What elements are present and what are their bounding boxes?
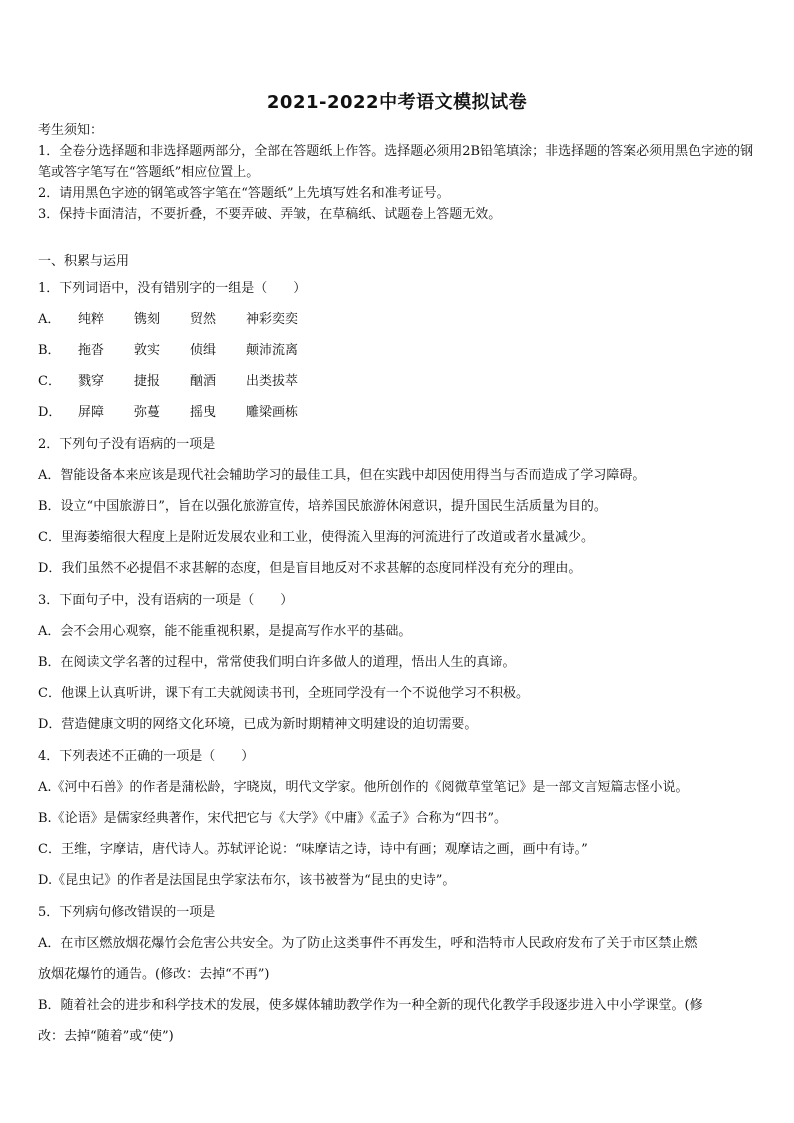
- option-a: A．在市区燃放烟花爆竹会危害公共安全。为了防止这类事件不再发生，呼和浩特市人民政府发布了关于市区禁止燃: [38, 936, 698, 951]
- option-d: D.《昆虫记》的作者是法国昆虫学家法布尔，该书被誉为“昆虫的史诗”。: [38, 873, 456, 888]
- question-2: [38, 429, 758, 584]
- exam-content: [38, 120, 758, 1052]
- notice-item: 2．请用黑色字迹的钢笔或答字笔在“答题纸”上先填写姓名和准考证号。: [38, 186, 450, 201]
- option-c: C．王维，字摩诘，唐代诗人。苏轼评论说：“味摩诘之诗，诗中有画；观摩诘之画，画中有诗。”: [38, 842, 588, 857]
- notice-item: 1．全卷分选择题和非选择题两部分，全部在答题纸上作答。选择题必须用2B铅笔填涂；非选择题的答案必须用黑色字迹的钢笔或答字笔写在“答题纸”相应位置上。: [38, 144, 754, 180]
- option-c: C．里海萎缩很大程度上是附近发展农业和工业，使得流入里海的河流进行了改道或者水量减少。: [38, 530, 594, 545]
- question-1-options: [38, 304, 758, 428]
- candidate-notice: [38, 120, 758, 225]
- question-stem: 2．下列句子没有语病的一项是: [38, 437, 216, 452]
- question-stem: 5．下列病句修改错误的一项是: [38, 905, 216, 920]
- option-b-continued: 改：去掉“随着”或“使”): [38, 1029, 174, 1044]
- option-b: B．设立“中国旅游日”，旨在以强化旅游宣传，培养国民旅游休闲意识，提升国民生活质量为目的。: [38, 499, 607, 514]
- option-b: B． 拖沓 敦实 侦缉 颠沛流离: [38, 343, 299, 358]
- option-a-continued: 放烟花爆竹的通告。(修改：去掉“不再”): [38, 967, 270, 982]
- question-5: [38, 897, 758, 1052]
- option-b: B.《论语》是儒家经典著作，宋代把它与《大学》《中庸》《孟子》合称为“四书”。: [38, 811, 507, 826]
- section-title: 一、积累与运用: [38, 254, 130, 269]
- notice-heading: 考生须知：: [38, 123, 104, 138]
- question-3: [38, 585, 758, 740]
- option-d: D．营造健康文明的网络文化环境，已成为新时期精神文明建设的迫切需要。: [38, 717, 478, 732]
- question-4: [38, 741, 758, 896]
- page-title: 2021-2022中考语文模拟试卷: [266, 92, 528, 113]
- notice-item: 3．保持卡面清洁，不要折叠，不要弄破、弄皱，在草稿纸、试题卷上答题无效。: [38, 207, 502, 222]
- question-stem: 3．下面句子中，没有语病的一项是（ ）: [38, 593, 294, 608]
- question-stem: 4．下列表述不正确的一项是（ ）: [38, 749, 255, 764]
- option-a: A．会不会用心观察，能不能重视积累，是提高写作水平的基础。: [38, 624, 412, 639]
- option-a: A．智能设备本来应该是现代社会辅助学习的最佳工具，但在实践中却因使用得当与否而造成了学习障碍。: [38, 468, 646, 483]
- option-a: A.《河中石兽》的作者是蒲松龄，字晓岚，明代文学家。他所创作的《阅微草堂笔记》是一部文言短篇志怪小说。: [38, 780, 689, 795]
- question-1: [38, 273, 758, 428]
- option-a: A． 纯粹 镌刻 贸然 神彩奕奕: [38, 312, 299, 327]
- question-stem: 1．下列词语中，没有错别字的一组是（ ）: [38, 281, 307, 296]
- option-c: C．他课上认真听讲，课下有工夫就阅读书刊，全班同学没有一个不说他学习不积极。: [38, 686, 529, 701]
- option-c: C． 戮穿 捷报 酗酒 出类拔萃: [38, 374, 299, 389]
- option-d: D．我们虽然不必提倡不求甚解的态度，但是盲目地反对不求甚解的态度同样没有充分的理由。: [38, 561, 582, 576]
- option-b: B．在阅读文学名著的过程中，常常使我们明白许多做人的道理，悟出人生的真谛。: [38, 655, 516, 670]
- option-b: B．随着社会的进步和科学技术的发展，使多媒体辅助教学作为一种全新的现代化教学手段逐步进入中小学课堂。(修: [38, 998, 703, 1013]
- option-d: D． 屏障 弥蔓 摇曳 雕梁画栋: [38, 405, 299, 420]
